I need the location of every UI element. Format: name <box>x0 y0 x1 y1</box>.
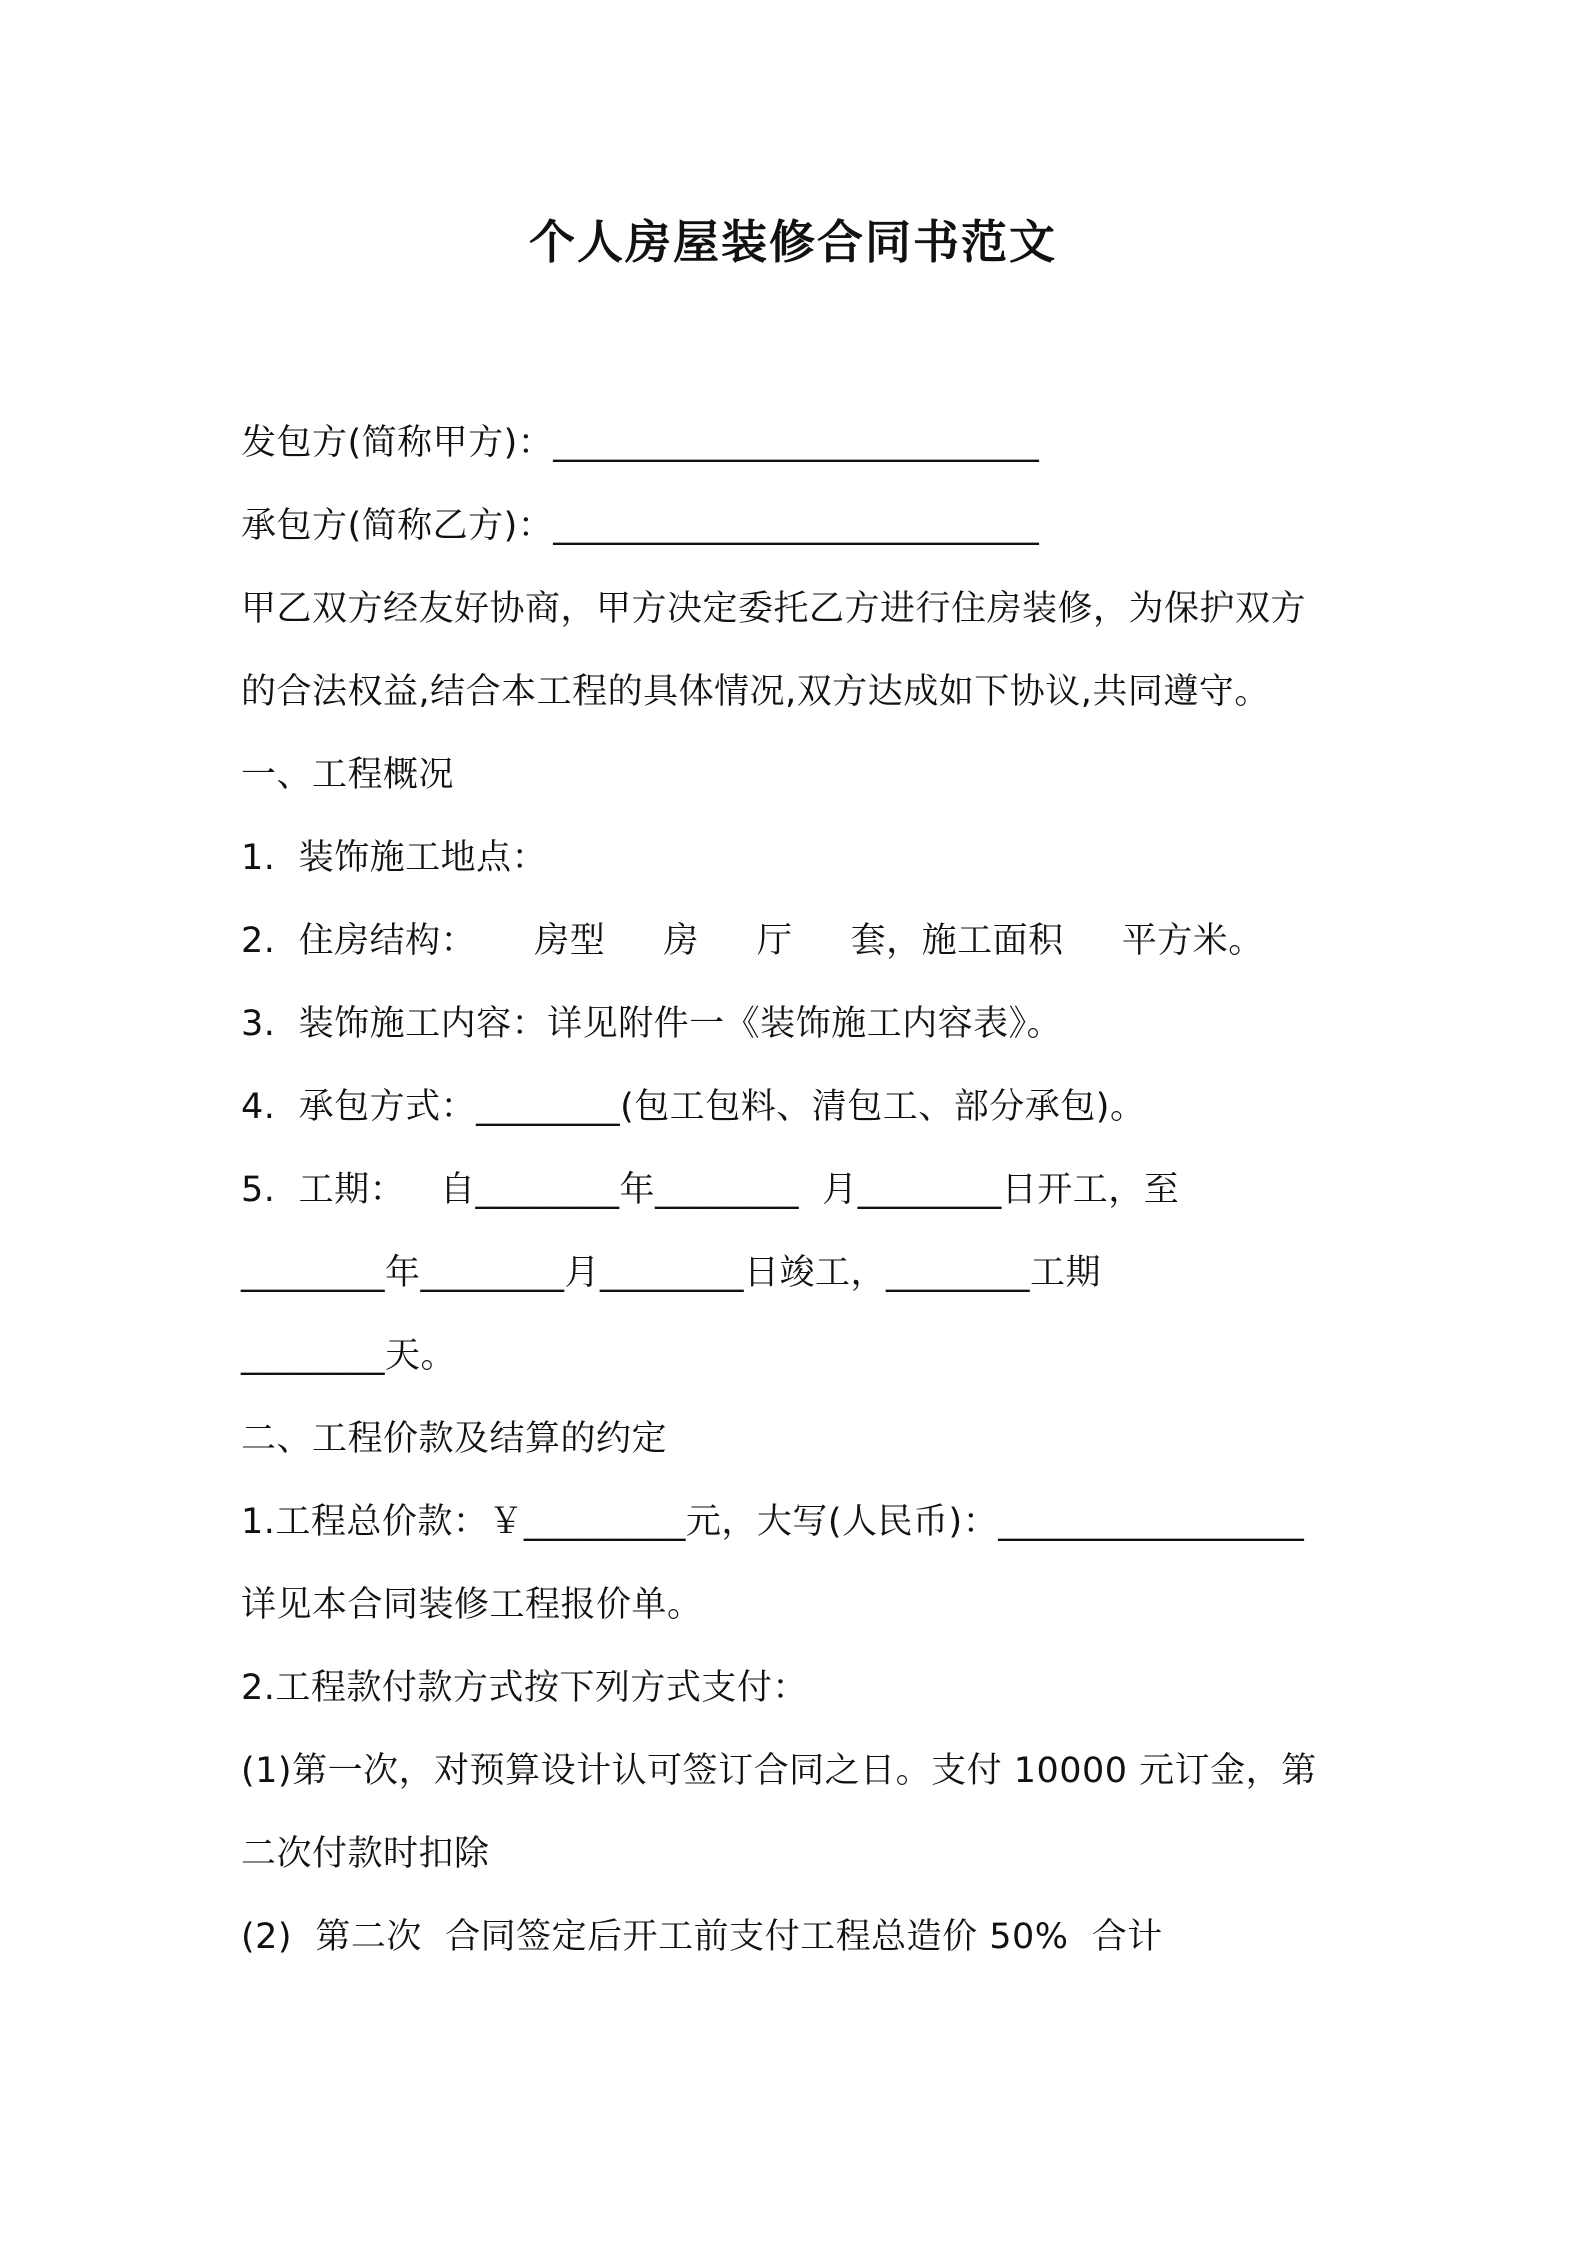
item-location: 1. 装饰施工地点： <box>241 838 548 878</box>
document-title: 个人房屋装修合同书范文 <box>529 215 1057 269</box>
party-b-line: 承包方(简称乙方)：___________________________ <box>241 506 1040 546</box>
item-schedule-line-3: ________天。 <box>241 1336 457 1376</box>
price-detail-line: 详见本合同装修工程报价单。 <box>241 1585 703 1625</box>
payment-first-line-1: (1)第一次，对预算设计认可签订合同之日。支付 10000 元订金，第 <box>241 1751 1317 1791</box>
item-content: 3. 装饰施工内容：详见附件一《装饰施工内容表》。 <box>241 1004 1063 1044</box>
section-heading-1: 一、工程概况 <box>241 755 455 795</box>
item-structure: 2. 住房结构： 房型 房 厅 套，施工面积 平方米。 <box>241 921 1264 961</box>
intro-line-1: 甲乙双方经友好协商，甲方决定委托乙方进行住房装修，为保护双方 <box>241 589 1307 629</box>
payment-method-line: 2.工程款付款方式按下列方式支付： <box>241 1668 808 1708</box>
section-heading-2: 二、工程价款及结算的约定 <box>241 1419 668 1459</box>
payment-second-line: (2) 第二次 合同签定后开工前支付工程总造价 50% 合计 <box>241 1917 1163 1957</box>
payment-first-line-2: 二次付款时扣除 <box>241 1834 490 1874</box>
intro-line-2: 的合法权益,结合本工程的具体情况,双方达成如下协议,共同遵守。 <box>241 672 1270 712</box>
item-schedule-line-1: 5. 工期： 自________年________ 月________日开工，至 <box>241 1170 1180 1210</box>
item-contract-mode: 4. 承包方式：________(包工包料、清包工、部分承包)。 <box>241 1087 1146 1127</box>
total-price-line: 1.工程总价款：￥_________元，大写(人民币)：_________________ <box>241 1502 1305 1542</box>
item-schedule-line-2: ________年________月________日竣工，________工期 <box>241 1253 1102 1293</box>
party-a-line: 发包方(简称甲方)：___________________________ <box>241 423 1040 463</box>
